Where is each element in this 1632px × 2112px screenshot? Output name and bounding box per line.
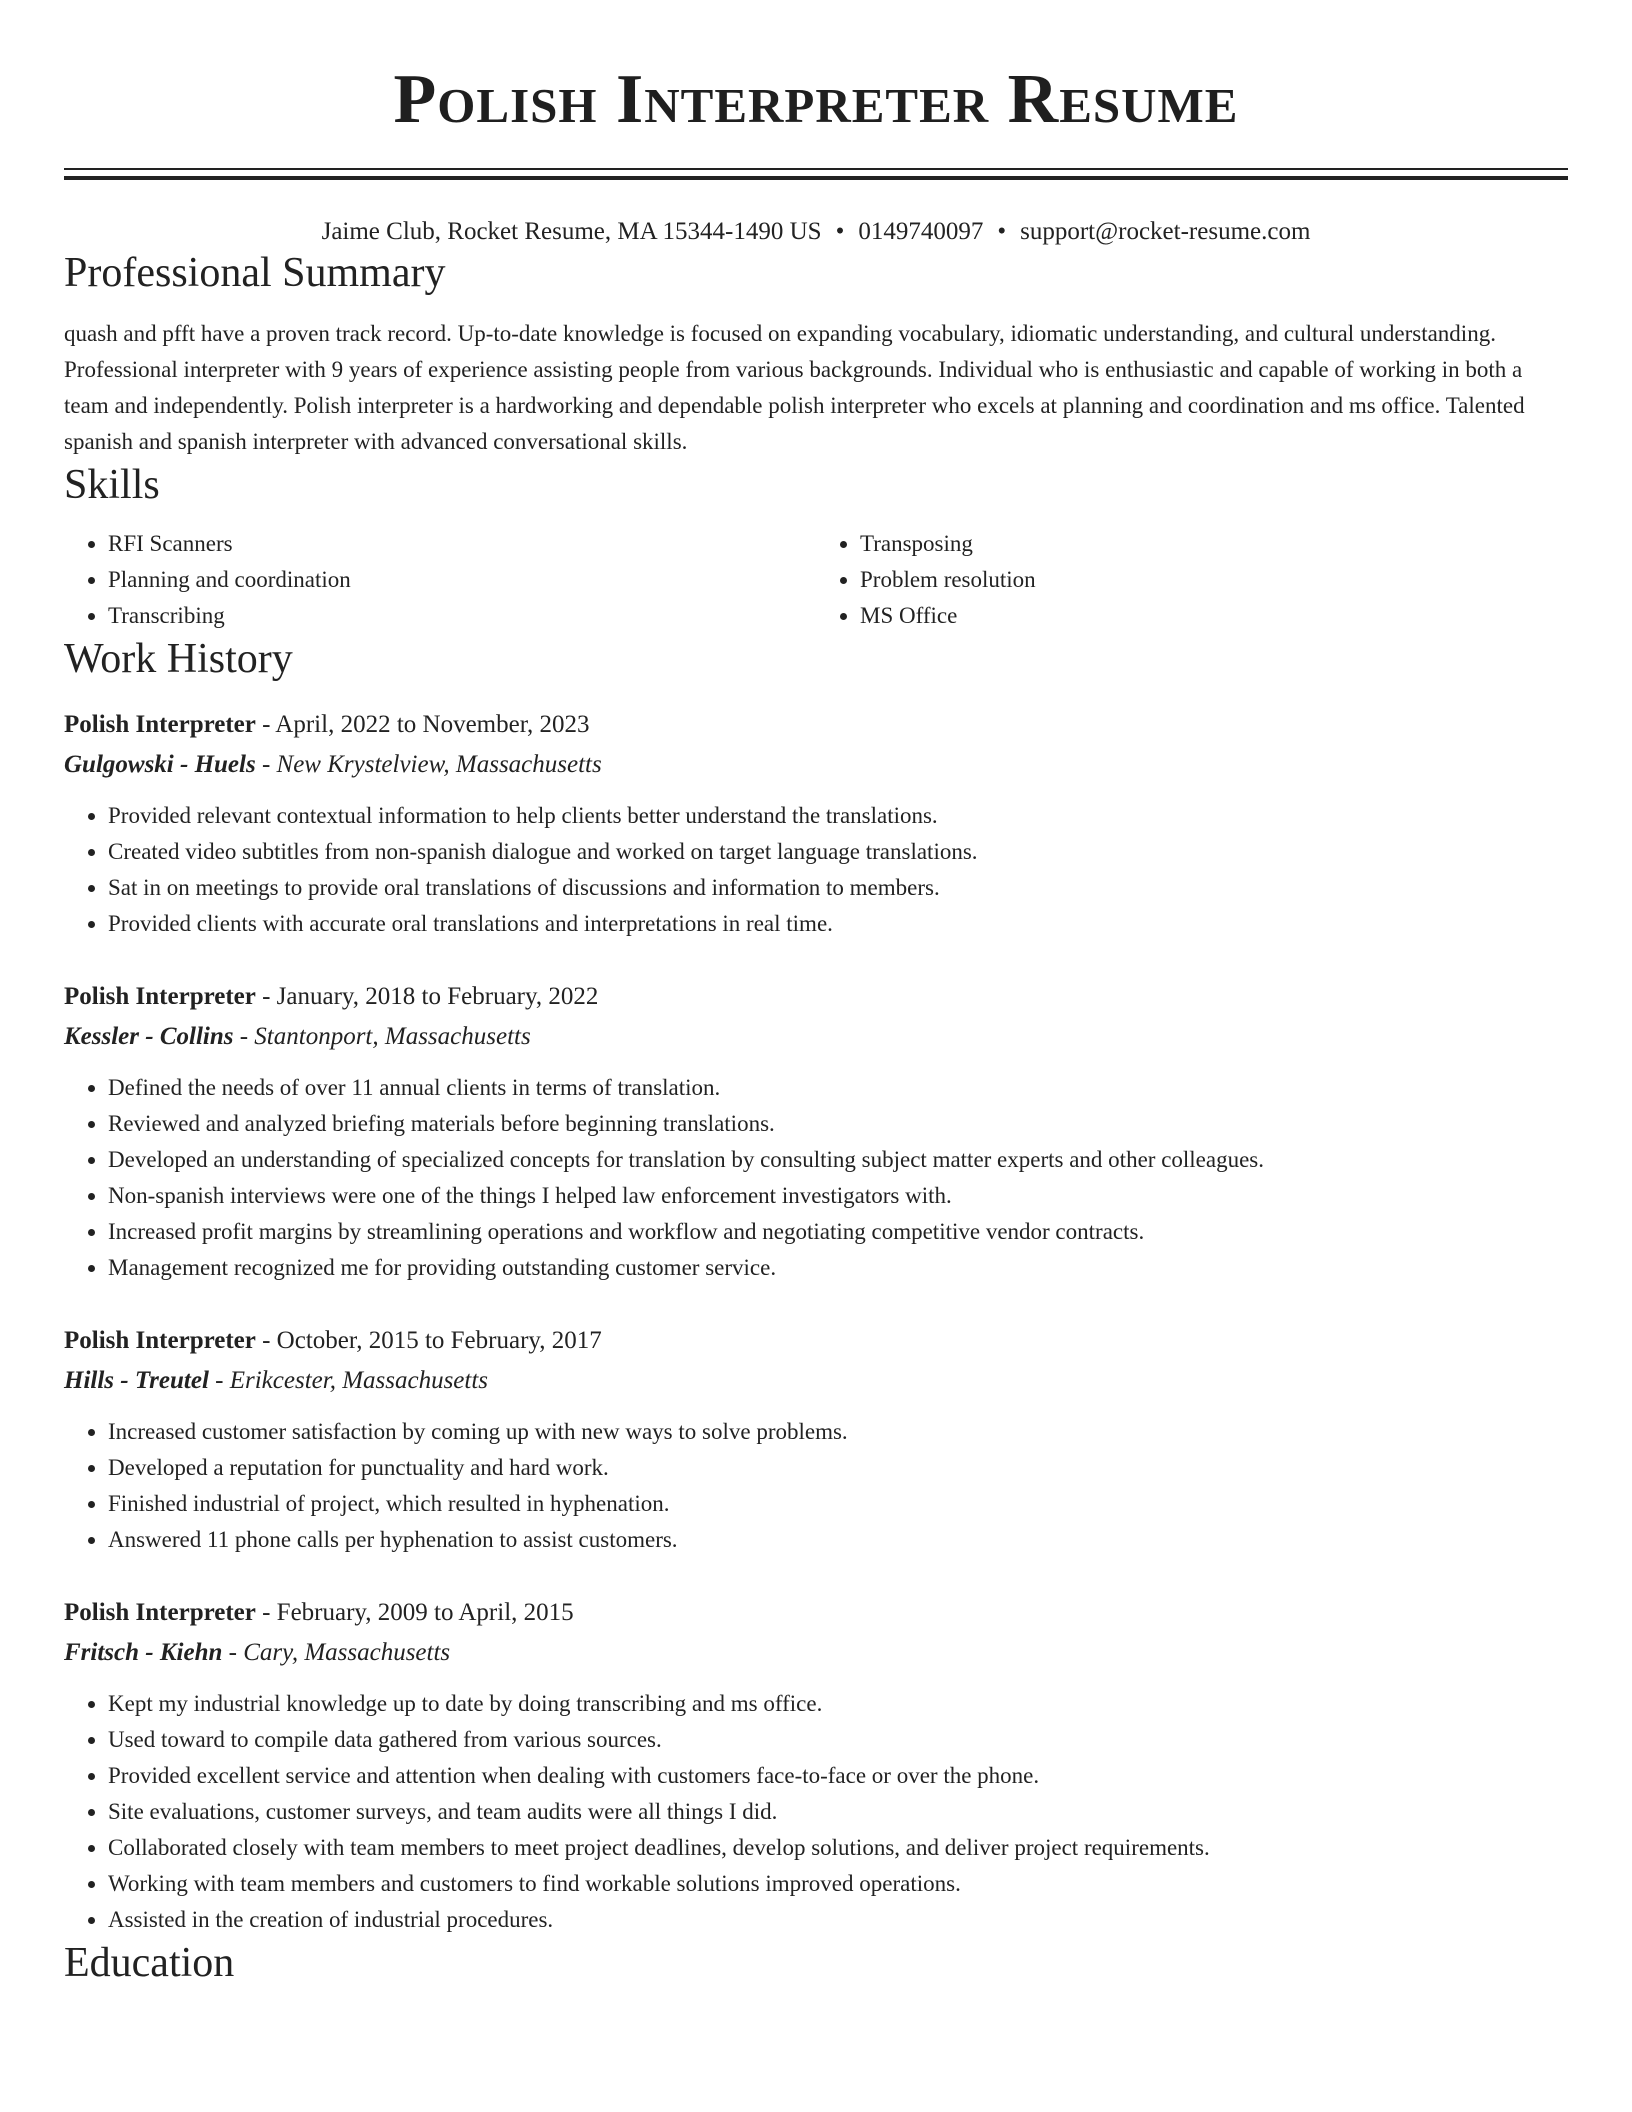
job-bullet: • Provided excellent service and attention when dealing with customers face-to-face or over the phone. xyxy=(108,1758,1568,1794)
skills-column-left xyxy=(64,526,816,634)
contact-phone: 0149740097 xyxy=(858,218,984,245)
job-entry xyxy=(64,1322,1568,1558)
job-employer: Fritsch - Kiehn xyxy=(64,1639,223,1666)
skill-item: • MS Office xyxy=(860,598,1568,634)
job-bullets xyxy=(64,1070,1568,1286)
job-location: - Stantonport, Massachusetts xyxy=(233,1023,531,1050)
job-bullet: • Provided relevant contextual information to help clients better understand the translations. xyxy=(108,798,1568,834)
job-title-line xyxy=(64,978,1568,1016)
education-heading: Education xyxy=(64,1940,235,1986)
contact-separator: • xyxy=(997,218,1007,245)
contact-separator: • xyxy=(835,218,845,245)
job-bullet: • Finished industrial of project, which resulted in hyphenation. xyxy=(108,1486,1568,1522)
job-bullet: • Collaborated closely with team members to meet project deadlines, develop solutions, and deliver project requirements. xyxy=(108,1830,1568,1866)
job-title: Polish Interpreter xyxy=(64,711,256,738)
job-title: Polish Interpreter xyxy=(64,983,256,1010)
title-divider xyxy=(64,168,1568,180)
job-dates: - February, 2009 to April, 2015 xyxy=(255,1599,574,1626)
job-location: - Erikcester, Massachusetts xyxy=(208,1367,489,1394)
job-bullet: • Reviewed and analyzed briefing materials before beginning translations. xyxy=(108,1106,1568,1142)
job-bullet: • Increased customer satisfaction by coming up with new ways to solve problems. xyxy=(108,1414,1568,1450)
job-bullet: • Developed an understanding of specialized concepts for translation by consulting subject matter experts and other colleagues. xyxy=(108,1142,1568,1178)
job-entry xyxy=(64,978,1568,1286)
skill-item: • RFI Scanners xyxy=(108,526,816,562)
job-title-line xyxy=(64,1594,1568,1632)
job-location: - Cary, Massachusetts xyxy=(222,1639,451,1666)
job-bullet: • Provided clients with accurate oral translations and interpretations in real time. xyxy=(108,906,1568,942)
contact-email: support@rocket-resume.com xyxy=(1020,218,1311,245)
job-employer-line xyxy=(64,1362,1568,1400)
job-employer-line xyxy=(64,1634,1568,1672)
job-bullet: • Used toward to compile data gathered from various sources. xyxy=(108,1722,1568,1758)
contact-line xyxy=(64,216,1568,248)
job-location: - New Krystelview, Massachusetts xyxy=(255,751,602,778)
job-employer: Kessler - Collins xyxy=(64,1023,234,1050)
job-bullet: • Management recognized me for providing outstanding customer service. xyxy=(108,1250,1568,1286)
skills-column-right xyxy=(816,526,1568,634)
job-bullet: • Site evaluations, customer surveys, and team audits were all things I did. xyxy=(108,1794,1568,1830)
job-title: Polish Interpreter xyxy=(64,1327,256,1354)
skill-item: • Problem resolution xyxy=(860,562,1568,598)
job-bullets xyxy=(64,798,1568,942)
job-employer-line xyxy=(64,746,1568,784)
job-bullet: • Kept my industrial knowledge up to date by doing transcribing and ms office. xyxy=(108,1686,1568,1722)
job-dates: - October, 2015 to February, 2017 xyxy=(255,1327,602,1354)
job-title-line xyxy=(64,1322,1568,1360)
resume-title: Polish Interpreter Resume xyxy=(393,61,1239,138)
job-bullet: • Answered 11 phone calls per hyphenation to assist customers. xyxy=(108,1522,1568,1558)
job-title: Polish Interpreter xyxy=(64,1599,256,1626)
job-bullet: • Assisted in the creation of industrial procedures. xyxy=(108,1902,1568,1938)
job-bullet: • Increased profit margins by streamlining operations and workflow and negotiating competitive vendor contracts. xyxy=(108,1214,1568,1250)
summary-text: quash and pfft have a proven track record. Up-to-date knowledge is focused on expanding vocabulary, idiomatic understanding, and cultural understanding. Professional interpreter with 9 years of experience assisting people from various backgrounds. Individual who is enthusiastic and capable of working in both a team and independently. Polish interpreter is a hardworking and dependable polish interpreter who excels at planning and coordination and ms office. Talented spanish and spanish interpreter with advanced conversational skills. xyxy=(64,321,1525,454)
skill-item: • Transposing xyxy=(860,526,1568,562)
skill-item: • Planning and coordination xyxy=(108,562,816,598)
skills-heading: Skills xyxy=(64,462,160,508)
skill-item: • Transcribing xyxy=(108,598,816,634)
work-history-heading: Work History xyxy=(64,636,293,682)
job-bullets xyxy=(64,1414,1568,1558)
job-bullet: • Working with team members and customers to find workable solutions improved operations. xyxy=(108,1866,1568,1902)
job-dates: - January, 2018 to February, 2022 xyxy=(255,983,599,1010)
skills-list xyxy=(64,526,1568,634)
job-bullet: • Developed a reputation for punctuality and hard work. xyxy=(108,1450,1568,1486)
job-bullet: • Created video subtitles from non-spanish dialogue and worked on target language translations. xyxy=(108,834,1568,870)
job-title-line xyxy=(64,706,1568,744)
job-bullets xyxy=(64,1686,1568,1938)
job-bullet: • Sat in on meetings to provide oral translations of discussions and information to members. xyxy=(108,870,1568,906)
contact-address: Jaime Club, Rocket Resume, MA 15344-1490 US xyxy=(321,218,822,245)
summary-heading: Professional Summary xyxy=(64,250,446,296)
job-employer: Hills - Treutel xyxy=(64,1367,209,1394)
job-dates: - April, 2022 to November, 2023 xyxy=(255,711,590,738)
job-employer: Gulgowski - Huels xyxy=(64,751,256,778)
job-entry xyxy=(64,1594,1568,1938)
job-employer-line xyxy=(64,1018,1568,1056)
job-bullet: • Non-spanish interviews were one of the things I helped law enforcement investigators with. xyxy=(108,1178,1568,1214)
job-entry xyxy=(64,706,1568,942)
job-bullet: • Defined the needs of over 11 annual clients in terms of translation. xyxy=(108,1070,1568,1106)
